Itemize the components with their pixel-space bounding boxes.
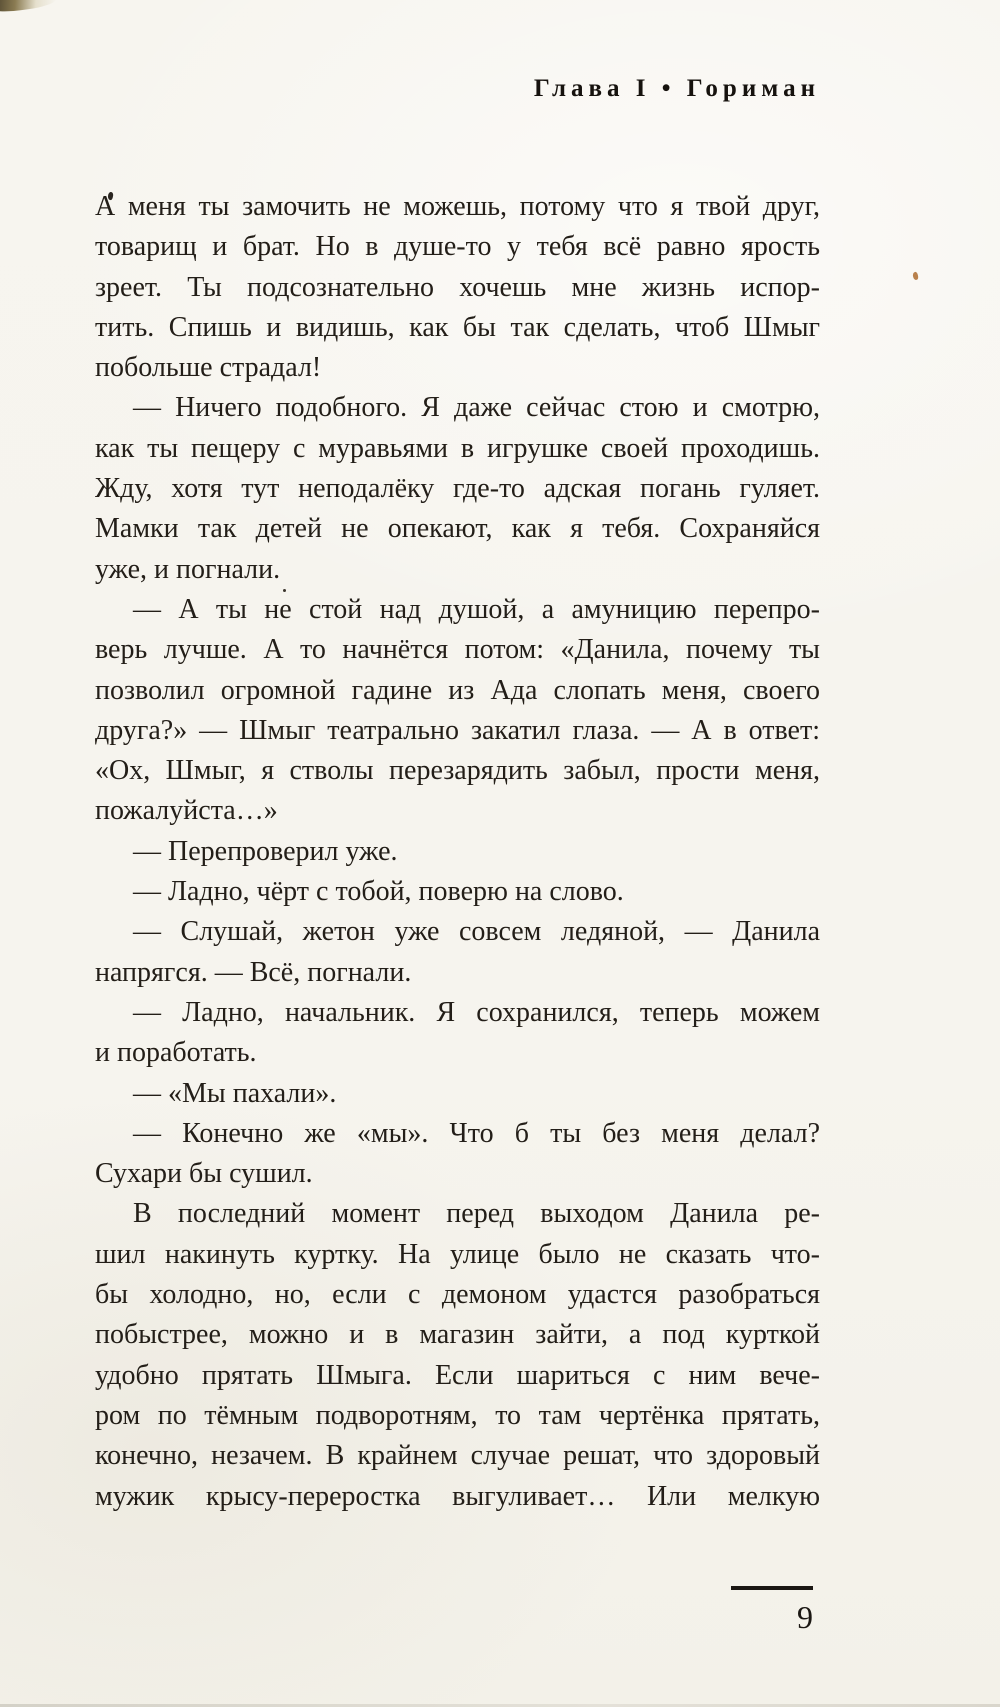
paragraph	[95, 912, 820, 993]
paragraph	[95, 388, 820, 589]
paragraph	[95, 187, 820, 388]
text-line: — Перепроверил уже.	[133, 835, 398, 867]
paragraph	[95, 1194, 820, 1516]
page-number: 9	[797, 1599, 813, 1635]
text-line: друга?» — Шмыг театрально закатил глаза. — А в ответ:	[95, 714, 820, 746]
body-text	[95, 187, 820, 1517]
text-line: Мамки так детей не опекают, как я тебя. Сохраняйся	[95, 513, 820, 545]
text-line: напрягся. — Всё, погнали.	[95, 956, 412, 988]
footer-rule	[731, 1586, 813, 1590]
text-line: — «Мы пахали».	[133, 1077, 337, 1109]
text-line: — Ладно, чёрт с тобой, поверю на слово.	[133, 876, 624, 908]
text-line: ром по тёмным подворотням, то там чертёнка прятать,	[95, 1399, 820, 1431]
scan-smudge-artifact	[0, 0, 57, 14]
text-line: В последний момент перед выходом Данила ре-	[133, 1198, 820, 1230]
text-line: пожалуйста…»	[95, 795, 278, 827]
text-line: мужик крысу-переростка выгуливает… Или мелкую	[95, 1480, 820, 1512]
text-line: и поработать.	[95, 1037, 257, 1069]
paragraph	[95, 872, 820, 912]
text-line: побольше страдал!	[95, 352, 322, 384]
text-line: уже, и погнали.	[95, 553, 281, 585]
text-line: конечно, незачем. В крайнем случае решат, что здоровый	[95, 1440, 820, 1472]
paragraph	[95, 590, 820, 832]
text-line: зреет. Ты подсознательно хочешь мне жизнь испор-	[95, 271, 820, 303]
paragraph	[95, 1074, 820, 1114]
text-line: — Конечно же «мы». Что б ты без меня делал?	[133, 1117, 820, 1149]
text-line: — Ладно, начальник. Я сохранился, теперь можем	[133, 996, 820, 1028]
text-line: удобно прятать Шмыга. Если шариться с ним вече-	[95, 1359, 820, 1391]
orange-speck-artifact	[912, 271, 919, 280]
text-line: тить. Спишь и видишь, как бы так сделать, чтоб Шмыг	[95, 311, 820, 343]
text-line: бы холодно, но, если с демоном удастся разобраться	[95, 1279, 820, 1311]
text-line: позволил огромной гадине из Ада слопать меня, своего	[95, 674, 820, 706]
paragraph	[95, 993, 820, 1074]
text-line: товарищ и брат. Но в душе-то у тебя всё равно ярость	[95, 231, 820, 263]
paragraph	[95, 832, 820, 872]
text-line: Жду, хотя тут неподалёку где-то адская погань гуляет.	[95, 473, 820, 505]
running-head: Глава I • Гориман	[533, 75, 820, 102]
paragraph	[95, 1114, 820, 1195]
text-line: — Ничего подобного. Я даже сейчас стою и смотрю,	[133, 392, 820, 424]
text-line: — Слушай, жетон уже совсем ледяной, — Данила	[133, 916, 820, 948]
text-line: верь лучше. А то начнётся потом: «Данила, почему ты	[95, 634, 820, 666]
text-line: А меня ты замочить не можешь, потому что я твой друг,	[95, 191, 820, 222]
text-line: «Ох, Шмыг, я стволы перезарядить забыл, прости меня,	[95, 755, 820, 787]
text-line: шил накинуть куртку. На улице было не сказать что-	[95, 1238, 820, 1270]
text-line: побыстрее, можно и в магазин зайти, а под курткой	[95, 1319, 820, 1351]
text-line: — А ты не стой над душой, а амуницию перепро-	[133, 593, 820, 625]
text-line: как ты пещеру с муравьями в игрушке своей проходишь.	[95, 432, 820, 464]
text-line: Сухари бы сушил.	[95, 1158, 313, 1190]
